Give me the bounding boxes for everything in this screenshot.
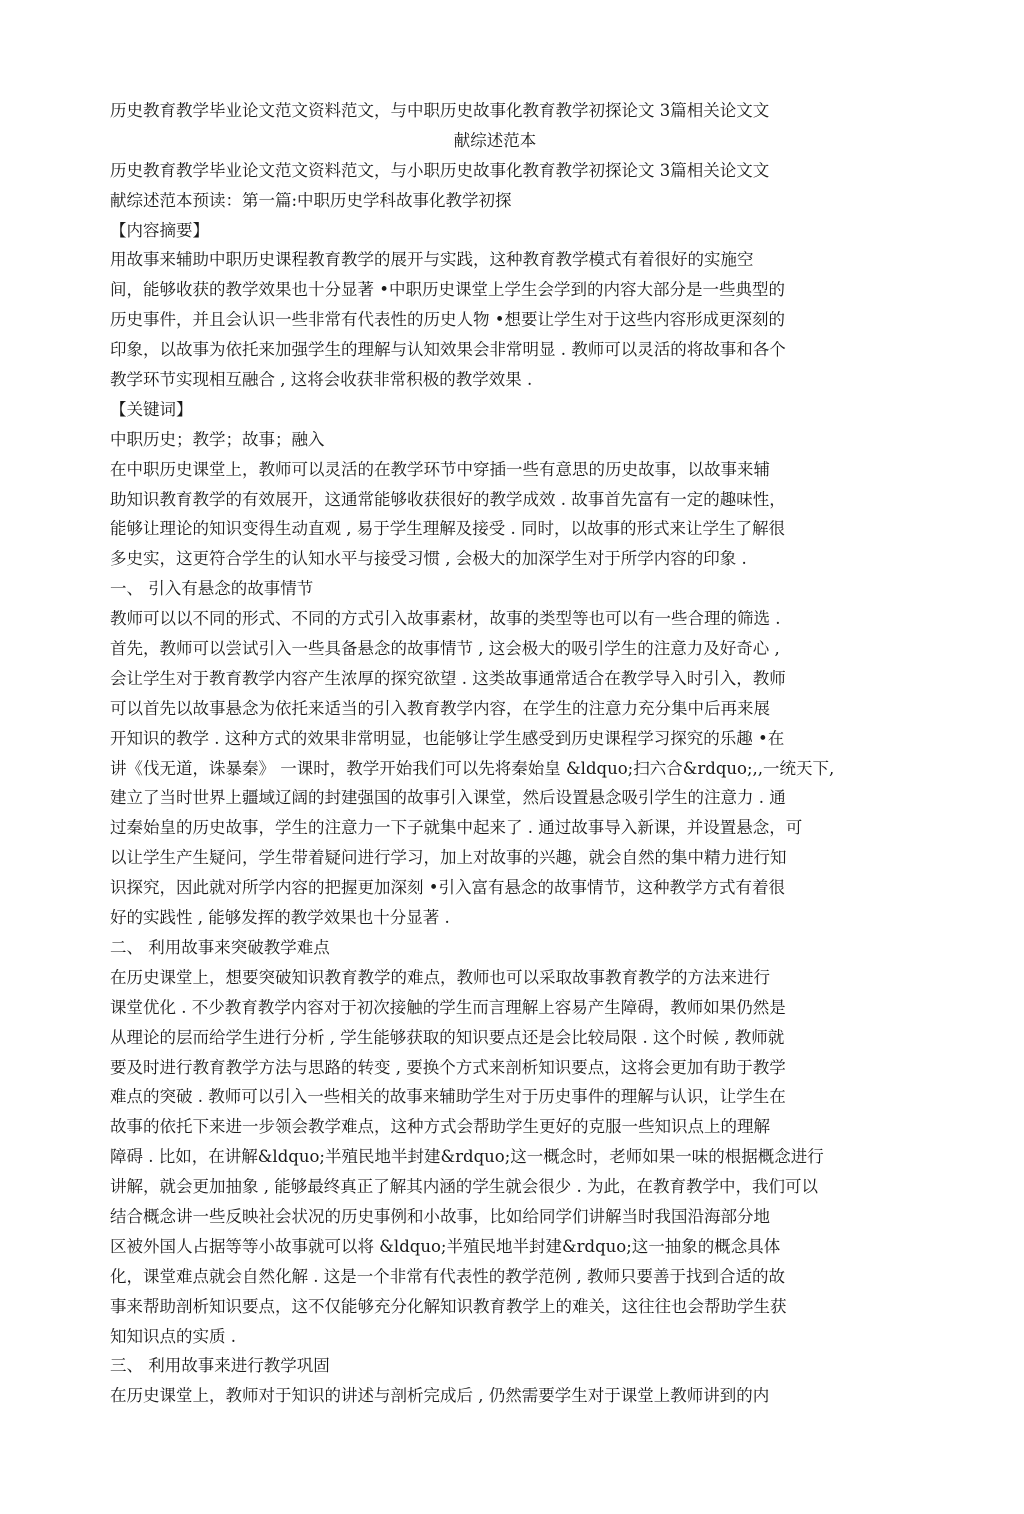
body-text-line: 障碍 . 比如，在讲解&ldquo;半殖民地半封建&rdquo;这一概念时，老师如果一味的根据概念进行	[110, 1147, 824, 1167]
body-text-line: 在历史课堂上，教师对于知识的讲述与剖析完成后 , 仍然需要学生对于课堂上教师讲到的内	[110, 1386, 770, 1406]
body-text-line: 三、 利用故事来进行教学巩固	[110, 1356, 330, 1376]
body-text-line: 历史教育教学毕业论文范文资料范文，与小职历史故事化教育教学初探论文 3篇相关论文文	[110, 160, 770, 180]
document-title-line-2: 献综述范本	[453, 130, 537, 150]
body-text-line: 教师可以以不同的形式、不同的方式引入故事素材，故事的类型等也可以有一些合理的筛选 .	[110, 609, 781, 629]
body-text-line: 难点的突破 . 教师可以引入一些相关的故事来辅助学生对于历史事件的理解与认识，让学生在	[110, 1087, 786, 1107]
body-text-line: 开知识的教学 . 这种方式的效果非常明显，也能够让学生感受到历史课程学习探究的乐趣 •在	[110, 728, 785, 748]
body-text-line: 可以首先以故事悬念为依托来适当的引入教育教学内容，在学生的注意力充分集中后再来展	[110, 698, 770, 718]
body-text-line: 以让学生产生疑问，学生带着疑问进行学习，加上对故事的兴趣，就会自然的集中精力进行知	[110, 848, 787, 868]
body-text-line: 首先，教师可以尝试引入一些具备悬念的故事情节 , 这会极大的吸引学生的注意力及好奇心 ,	[110, 639, 780, 659]
body-text-line: 化，课堂难点就会自然化解 . 这是一个非常有代表性的教学范例 , 教师只要善于找到合适的故	[110, 1266, 785, 1286]
body-text-line: 历史事件，并且会认识一些非常有代表性的历史人物 •想要让学生对于这些内容形成更深刻的	[110, 310, 785, 330]
body-text-line: 识探究，因此就对所学内容的把握更加深刻 •引入富有悬念的故事情节，这种教学方式有着很	[110, 878, 785, 898]
body-text-line: 会让学生对于教育教学内容产生浓厚的探究欲望 . 这类故事通常适合在教学导入时引入，教师	[110, 668, 786, 688]
body-text-line: 助知识教育教学的有效展开，这通常能够收获很好的教学成效 . 故事首先富有一定的趣味性，	[110, 489, 786, 509]
body-text-line: 从理论的层而给学生进行分析 , 学生能够获取的知识要点还是会比较局限 . 这个时候 , 教师就	[110, 1027, 785, 1047]
body-text-line: 区被外国人占据等等小故事就可以将 &ldquo;半殖民地半封建&rdquo;这一抽象的概念具体	[110, 1236, 781, 1256]
body-text-line: 过秦始皇的历史故事，学生的注意力一下子就集中起来了 . 通过故事导入新课，并设置悬念，可	[110, 818, 803, 838]
body-text-line: 教学环节实现相互融合 , 这将会收获非常积极的教学效果 .	[110, 370, 533, 390]
body-text-line: 能够让理论的知识变得生动直观 , 易于学生理解及接受 . 同时，以故事的形式来让学生了解很	[110, 519, 785, 539]
body-text-line: 中职历史；教学；故事；融入	[110, 429, 325, 449]
body-text-line: 讲《伐无道，诛暴秦》 一课时，教学开始我们可以先将秦始皇 &ldquo;扫六合&rdquo;,,一统天下,	[110, 758, 835, 778]
body-text-line: 用故事来辅助中职历史课程教育教学的展开与实践，这种教育教学模式有着很好的实施空	[110, 250, 754, 270]
body-text-line: 【内容摘要】	[110, 220, 209, 240]
document-page	[110, 96, 880, 1411]
body-text-line: 献综述范本预读：第一篇:中职历史学科故事化教学初探	[110, 190, 512, 210]
body-text-line: 在中职历史课堂上，教师可以灵活的在教学环节中穿插一些有意思的历史故事，以故事来辅	[110, 459, 770, 479]
body-text-line: 好的实践性 , 能够发挥的教学效果也十分显著 .	[110, 908, 450, 928]
body-text-line: 印象，以故事为依托来加强学生的理解与认知效果会非常明显 . 教师可以灵活的将故事和各个	[110, 340, 786, 360]
body-text-line: 建立了当时世界上疆域辽阔的封建强国的故事引入课堂，然后设置悬念吸引学生的注意力 . 通	[110, 788, 786, 808]
document-body	[110, 156, 880, 1411]
body-text-line: 事来帮助剖析知识要点，这不仅能够充分化解知识教育教学上的难关，这往往也会帮助学生获	[110, 1296, 787, 1316]
body-text-line: 讲解，就会更加抽象 , 能够最终真正了解其内涵的学生就会很少 . 为此，在教育教学中，我们可以	[110, 1177, 818, 1197]
body-text-line: 结合概念讲一些反映社会状况的历史事例和小故事，比如给同学们讲解当时我国沿海部分地	[110, 1206, 770, 1226]
body-text-line: 多史实，这更符合学生的认知水平与接受习惯 , 会极大的加深学生对于所学内容的印象 .	[110, 549, 747, 569]
body-text-line: 要及时进行教育教学方法与思路的转变 , 要换个方式来剖析知识要点，这将会更加有助于教学	[110, 1057, 786, 1077]
body-text-line: 二、 利用故事来突破教学难点	[110, 937, 330, 957]
body-text-line: 在历史课堂上，想要突破知识教育教学的难点，教师也可以采取故事教育教学的方法来进行	[110, 967, 770, 987]
body-text-line: 知知识点的实质 .	[110, 1326, 236, 1346]
body-text-line: 【关键词】	[110, 399, 193, 419]
body-text-line: 间，能够收获的教学效果也十分显著 •中职历史课堂上学生会学到的内容大部分是一些典型的	[110, 280, 785, 300]
body-text-line: 一、 引入有悬念的故事情节	[110, 579, 314, 599]
body-text-line: 故事的依托下来进一步领会教学难点，这种方式会帮助学生更好的克服一些知识点上的理解	[110, 1117, 770, 1137]
body-text-line: 课堂优化 . 不少教育教学内容对于初次接触的学生而言理解上容易产生障碍，教师如果仍然是	[110, 997, 786, 1017]
document-title-line-1: 历史教育教学毕业论文范文资料范文，与中职历史故事化教育教学初探论文 3篇相关论文文	[110, 101, 770, 120]
